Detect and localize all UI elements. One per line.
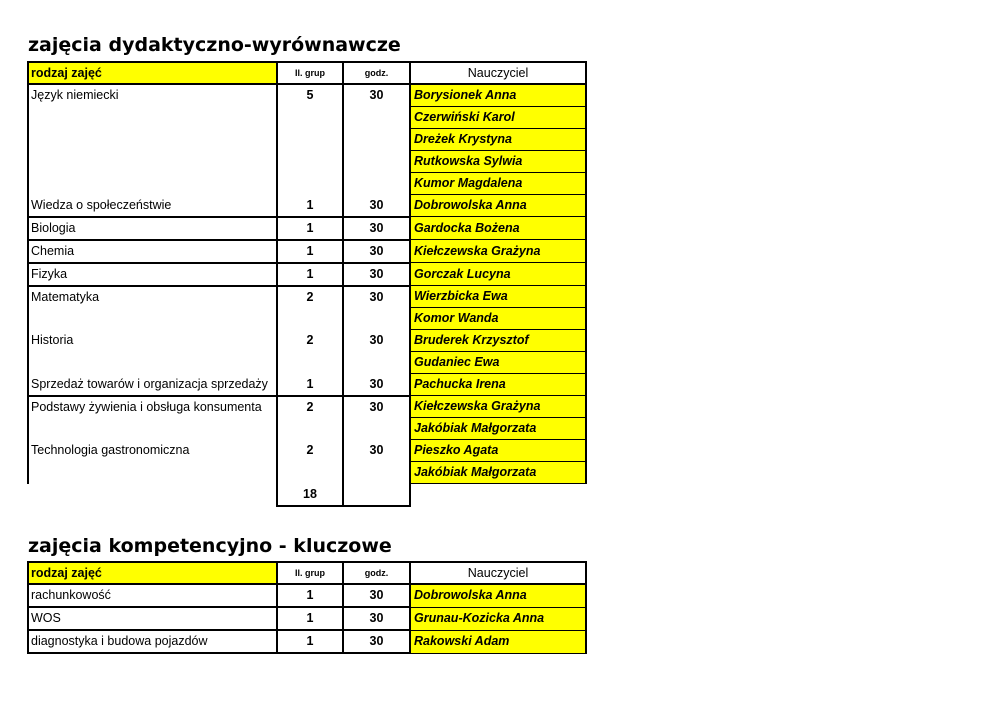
- table-row: [28, 396, 586, 418]
- hours-cell: 30: [343, 240, 410, 263]
- table-row: [28, 217, 586, 240]
- groups-cell: 5: [277, 84, 343, 195]
- subject-cell: Fizyka: [28, 263, 277, 286]
- hours-cell: 30: [343, 440, 410, 484]
- header-subject: rodzaj zajęć: [28, 562, 277, 584]
- teacher-cell: Grunau-Kozicka Anna: [410, 607, 586, 630]
- didactic-classes-table: [27, 61, 587, 507]
- header-hours: godz.: [343, 562, 410, 584]
- groups-cell: 1: [277, 607, 343, 630]
- header-teacher: Nauczyciel: [410, 562, 586, 584]
- subject-cell: Chemia: [28, 240, 277, 263]
- groups-cell: 1: [277, 217, 343, 240]
- table-row: [28, 584, 586, 607]
- hours-cell: 30: [343, 330, 410, 374]
- total-spacer-right: [410, 484, 586, 506]
- teacher-cell: Gudaniec Ewa: [410, 352, 586, 374]
- teacher-cell: Jakóbiak Małgorzata: [410, 462, 586, 484]
- hours-cell: 30: [343, 84, 410, 195]
- subject-cell: diagnostyka i budowa pojazdów: [28, 630, 277, 653]
- teacher-cell: Dreżek Krystyna: [410, 129, 586, 151]
- teacher-cell: Rutkowska Sylwia: [410, 151, 586, 173]
- table-row: [28, 330, 586, 352]
- teacher-cell: Pieszko Agata: [410, 440, 586, 462]
- groups-cell: 2: [277, 286, 343, 330]
- subject-cell: Podstawy żywienia i obsługa konsumenta: [28, 396, 277, 440]
- subject-cell: WOS: [28, 607, 277, 630]
- table-row: [28, 630, 586, 653]
- teacher-cell: Kiełczewska Grażyna: [410, 396, 586, 418]
- total-hours-cell: [343, 484, 410, 506]
- table-row: [28, 440, 586, 462]
- header-row: [28, 562, 586, 584]
- table-row: [28, 286, 586, 308]
- hours-cell: 30: [343, 374, 410, 396]
- teacher-cell: Rakowski Adam: [410, 630, 586, 653]
- subject-cell: Biologia: [28, 217, 277, 240]
- header-row: [28, 62, 586, 84]
- teacher-cell: Jakóbiak Małgorzata: [410, 418, 586, 440]
- table-row: [28, 195, 586, 217]
- subject-cell: Język niemiecki: [28, 84, 277, 195]
- groups-cell: 1: [277, 240, 343, 263]
- table-row: [28, 263, 586, 286]
- header-teacher: Nauczyciel: [410, 62, 586, 84]
- header-hours: godz.: [343, 62, 410, 84]
- teacher-cell: Gardocka Bożena: [410, 217, 586, 240]
- groups-cell: 1: [277, 584, 343, 607]
- hours-cell: 30: [343, 263, 410, 286]
- groups-cell: 1: [277, 630, 343, 653]
- subject-cell: Wiedza o społeczeństwie: [28, 195, 277, 217]
- teacher-cell: Bruderek Krzysztof: [410, 330, 586, 352]
- teacher-cell: Dobrowolska Anna: [410, 584, 586, 607]
- teacher-cell: Borysionek Anna: [410, 84, 586, 107]
- hours-cell: 30: [343, 607, 410, 630]
- teacher-cell: Dobrowolska Anna: [410, 195, 586, 217]
- subject-cell: Sprzedaż towarów i organizacja sprzedaży: [28, 374, 277, 396]
- teacher-cell: Czerwiński Karol: [410, 107, 586, 129]
- teacher-cell: Komor Wanda: [410, 308, 586, 330]
- hours-cell: 30: [343, 396, 410, 440]
- subject-cell: Technologia gastronomiczna: [28, 440, 277, 484]
- header-groups: Il. grup: [277, 562, 343, 584]
- table-row: [28, 240, 586, 263]
- subject-cell: Historia: [28, 330, 277, 374]
- groups-cell: 2: [277, 396, 343, 440]
- table-row: [28, 374, 586, 396]
- groups-cell: 1: [277, 263, 343, 286]
- key-competence-classes-table: [27, 561, 587, 654]
- teacher-cell: Gorczak Lucyna: [410, 263, 586, 286]
- total-spacer: [28, 484, 277, 506]
- groups-cell: 2: [277, 330, 343, 374]
- section-title-key-competence: zajęcia kompetencyjno - kluczowe: [28, 535, 392, 557]
- table-row: [28, 84, 586, 107]
- teacher-cell: Wierzbicka Ewa: [410, 286, 586, 308]
- total-groups-cell: 18: [277, 484, 343, 506]
- teacher-cell: Kumor Magdalena: [410, 173, 586, 195]
- hours-cell: 30: [343, 630, 410, 653]
- teacher-cell: Kiełczewska Grażyna: [410, 240, 586, 263]
- hours-cell: 30: [343, 195, 410, 217]
- teacher-cell: Pachucka Irena: [410, 374, 586, 396]
- groups-cell: 1: [277, 195, 343, 217]
- table-row: [28, 607, 586, 630]
- hours-cell: 30: [343, 584, 410, 607]
- hours-cell: 30: [343, 286, 410, 330]
- subject-cell: rachunkowość: [28, 584, 277, 607]
- groups-cell: 2: [277, 440, 343, 484]
- subject-cell: Matematyka: [28, 286, 277, 330]
- section-title-didactic: zajęcia dydaktyczno-wyrównawcze: [28, 34, 401, 56]
- header-groups: Il. grup: [277, 62, 343, 84]
- total-row: [28, 484, 586, 506]
- hours-cell: 30: [343, 217, 410, 240]
- header-subject: rodzaj zajęć: [28, 62, 277, 84]
- groups-cell: 1: [277, 374, 343, 396]
